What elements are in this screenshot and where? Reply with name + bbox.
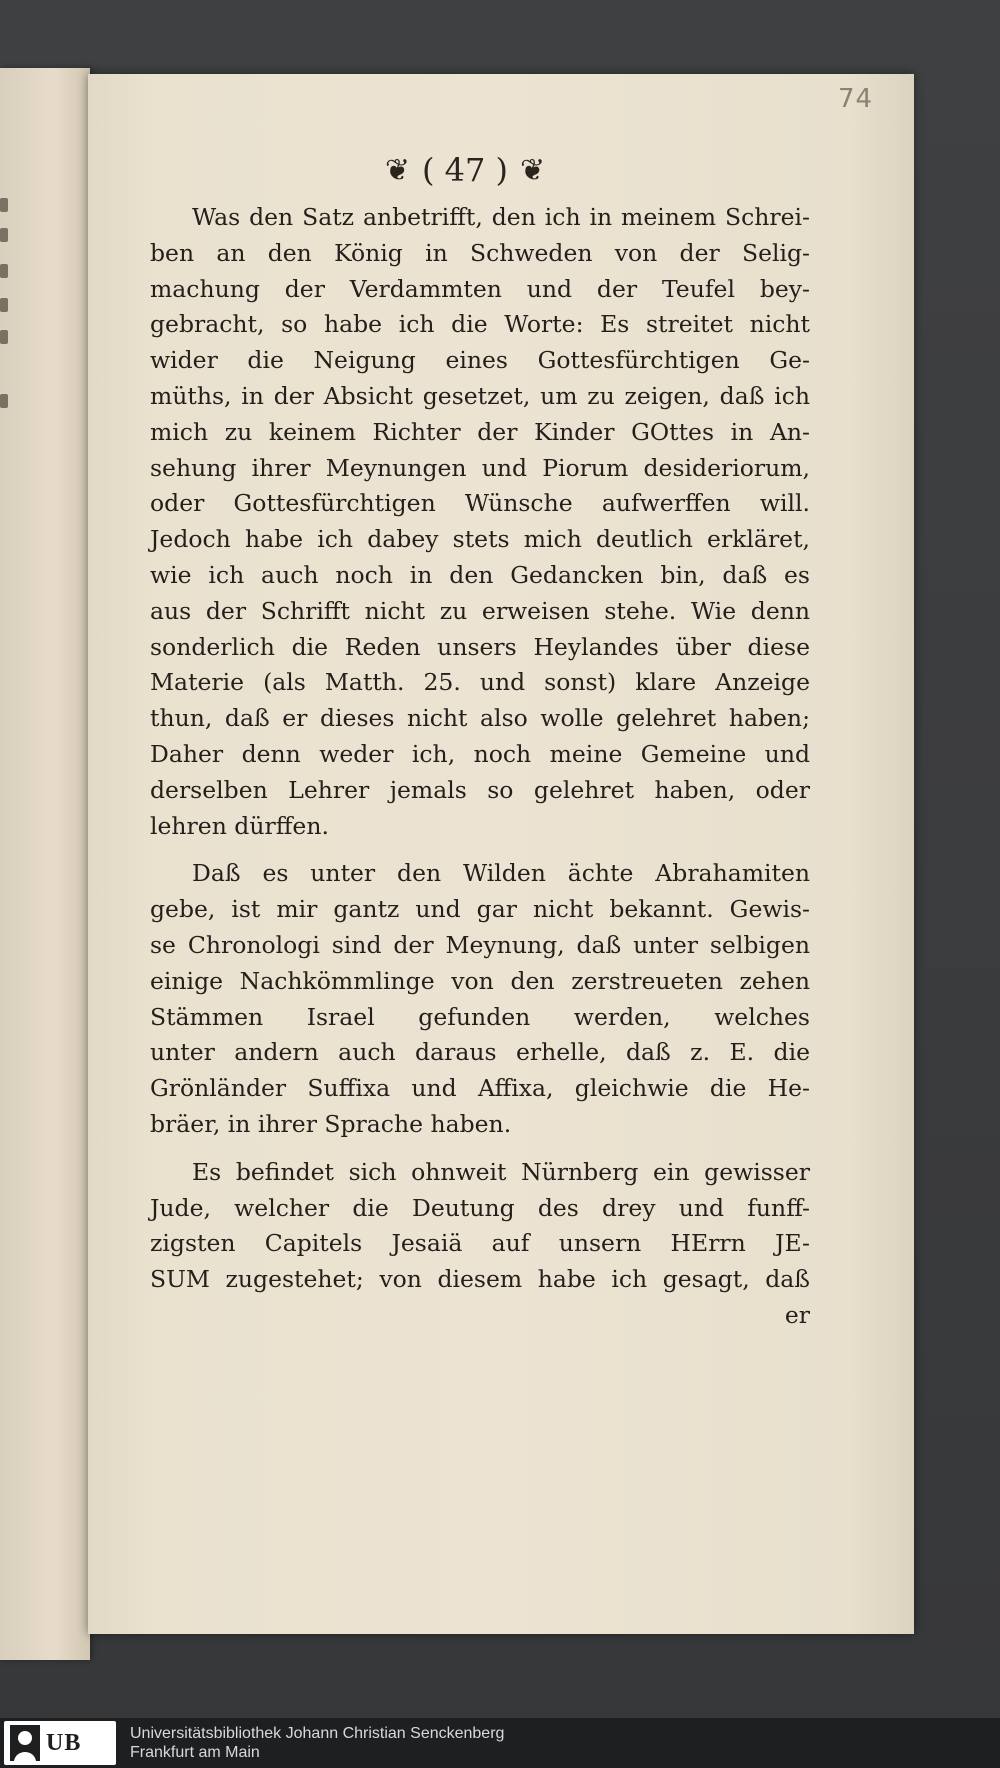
text-line: wie ich auch noch in den Gedancken bin, daß es [150,560,810,589]
footer-bar [0,1718,1000,1768]
paragraph-2 [150,856,810,1142]
text-line: Jedoch habe ich dabey stets mich deutlich erkläret, [150,525,810,554]
text-line: bräer, in ihrer Sprache haben. [150,1109,512,1138]
text-line: thun, daß er dieses nicht also wolle gelehret haben; [150,704,810,733]
paragraph-1 [150,200,810,844]
text-line: mich zu keinem Richter der Kinder GOttes in An- [150,417,810,446]
text-line: se Chronologi sind der Meynung, daß unter selbigen [150,930,810,959]
text-line: Es befindet sich ohnweit Nürnberg ein gewisser [192,1157,810,1186]
text-line: Stämmen Israel gefunden werden, welches [150,1002,810,1031]
text-line: Was den Satz anbetrifft, den ich in meinem Schrei- [192,203,810,231]
text-line: machung der Verdammten und der Teufel bey- [150,274,810,303]
text-line: gebe, ist mir gantz und gar nicht bekannt. Gewis- [150,895,810,924]
text-line: müths, in der Absicht gesetzet, um zu zeigen, daß ich [150,381,810,410]
text-line: unter andern auch daraus erhelle, daß z. E. die [150,1038,810,1067]
text-line: sonderlich die Reden unsers Heylandes über diese [150,632,810,661]
left-page-text-remnants [0,68,12,1660]
text-line: wider die Neigung eines Gottesfürchtigen Ge- [150,346,810,375]
text-line: oder Gottesfürchtigen Wünsche aufwerffen will. [150,489,810,518]
text-line: derselben Lehrer jemals so gelehret haben, oder [150,775,810,804]
text-line: Materie (als Matth. 25. und sonst) klare Anzeige [150,668,810,697]
left-page-edge [0,68,90,1660]
text-line: SUM zugestehet; von diesem habe ich gesagt, daß [150,1265,810,1294]
library-logo[interactable] [4,1721,116,1765]
goethe-portrait-icon [10,1725,40,1761]
text-line: zigsten Capitels Jesaiä auf unsern HErrn JE- [150,1229,810,1258]
folio-mark: 74 [838,84,874,114]
institution-line-2: Frankfurt am Main [130,1744,260,1761]
text-line: Jude, welcher die Deutung des drey und funff- [150,1193,810,1222]
text-line: Daher denn weder ich, noch meine Gemeine und [150,739,810,768]
text-line: sehung ihrer Meynungen und Piorum desideriorum, [150,453,810,482]
page-header [360,148,570,192]
catchword: er [784,1300,810,1329]
page-number: ( 47 ) [421,151,509,189]
text-line: lehren dürffen. [150,811,329,840]
text-line: ben an den König in Schweden von der Selig- [150,238,810,267]
text-line: einige Nachkömmlinge von den zerstreueten zehen [150,966,810,995]
right-ornament-icon: ❦ [520,152,546,188]
text-line: aus der Schrifft nicht zu erweisen stehe. Wie denn [150,596,810,625]
institution-name[interactable] [130,1724,504,1762]
text-line: Grönländer Suffixa und Affixa, gleichwie die He- [150,1074,810,1103]
paragraph-3 [150,1155,810,1298]
left-ornament-icon: ❦ [384,152,410,188]
institution-line-1: Universitätsbibliothek Johann Christian Senckenberg [130,1725,505,1742]
logo-text: UB [46,1729,82,1756]
body-text [150,200,810,1334]
text-line: gebracht, so habe ich die Worte: Es streitet nicht [150,310,810,339]
text-line: Daß es unter den Wilden ächte Abrahamiten [192,859,810,888]
